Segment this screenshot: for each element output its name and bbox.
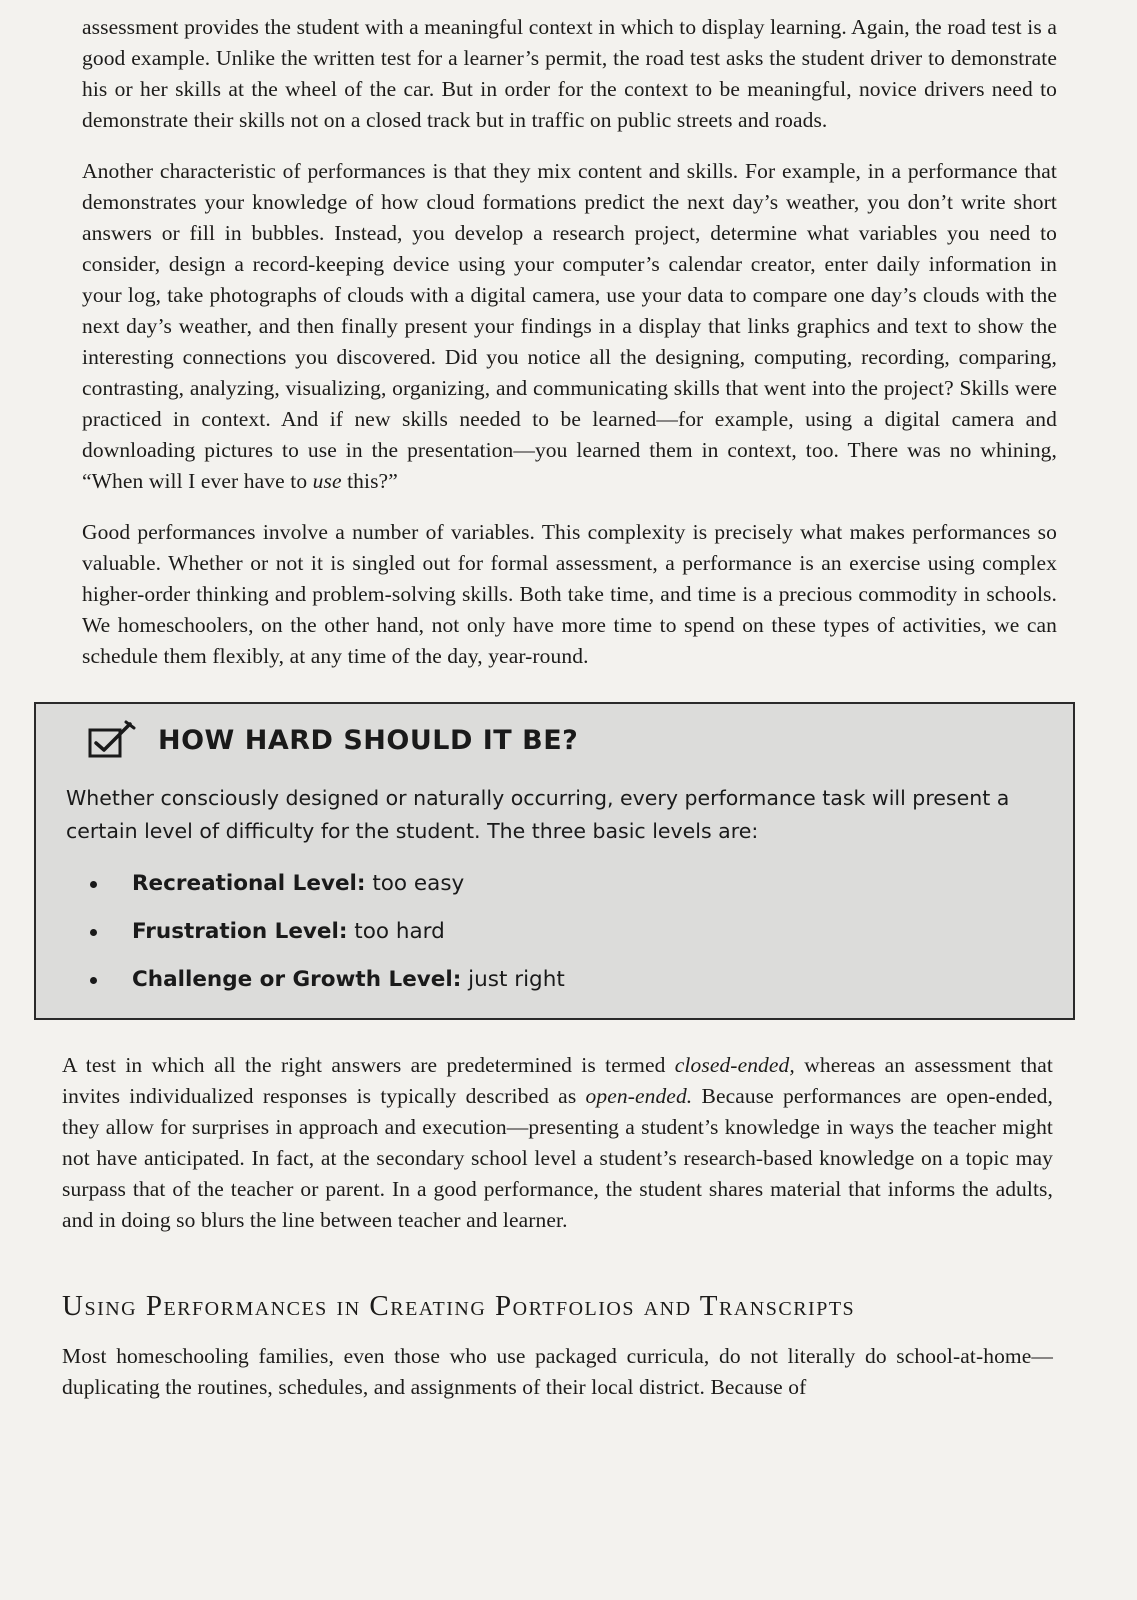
paragraph-4-text-b: whereas an assessment that invites individualized responses is typically described as <box>62 1053 1053 1108</box>
sidebar-header <box>86 718 1049 762</box>
section-heading: Using Performances in Creating Portfolios and Transcripts <box>62 1290 856 1322</box>
body-paragraph-2 <box>82 156 1057 497</box>
paragraph-2-end: this?” <box>341 469 398 493</box>
checkbox-pencil-icon <box>86 718 138 762</box>
body-paragraph-5: Most homeschooling families, even those who use packaged curricula, do not literally do school-at-home—duplicating the routines, schedules, and assignments of their local district. Because of <box>62 1344 1053 1399</box>
level-term: Challenge or Growth Level: <box>132 967 462 992</box>
level-term: Frustration Level: <box>132 919 348 944</box>
list-item <box>66 860 1049 908</box>
list-item <box>66 956 1049 1004</box>
paragraph-4-text-a: A test in which all the right answers are predetermined is termed <box>62 1053 675 1077</box>
body-paragraph-3: Good performances involve a number of variables. This complexity is precisely what makes performances so valuable. Whether or not it is singled out for formal assessment, a performance is an exercise using complex higher-order thinking and problem-solving skills. Both take time, and time is a precious commodity in schools. We homeschoolers, on the other hand, not only have more time to spend on these types of activities, we can schedule them flexibly, at any time of the day, year-round. <box>82 520 1057 668</box>
emphasis-use: use <box>312 469 342 493</box>
body-paragraph-1: assessment provides the student with a meaningful context in which to display learning. Again, the road test is a good example. Unlike the written test for a learner’s permit, the road test asks the student driver to demonstrate his or her skills at the wheel of the car. But in order for the context to be meaningful, novice drivers need to demonstrate their skills not on a closed track but in traffic on public streets and roads. <box>82 15 1057 132</box>
paragraph-4-text-c: Because performances are open-ended, they allow for surprises in approach and execution—presenting a student’s knowledge in ways the teacher might not have anticipated. In fact, at the secondary school level a student’s research-based knowledge on a topic may surpass that of the teacher or parent. In a good performance, the student shares material that informs the adults, and in doing so blurs the line between teacher and learner. <box>62 1084 1053 1232</box>
list-item <box>66 908 1049 956</box>
body-paragraph-4 <box>62 1050 1053 1236</box>
level-term: Recreational Level: <box>132 871 366 896</box>
sidebar-box <box>34 702 1075 1020</box>
difficulty-levels-list <box>66 860 1049 1004</box>
level-description: too easy <box>365 871 465 896</box>
level-description: too hard <box>347 919 445 944</box>
emphasis-open-ended: open-ended. <box>585 1084 693 1108</box>
sidebar-intro: Whether consciously designed or naturally occurring, every performance task will present a certain level of difficulty for the student. The three basic levels are: <box>66 786 1010 843</box>
paragraph-2-text: Another characteristic of performances is that they mix content and skills. For example, in a performance that demonstrates your knowledge of how cloud formations predict the next day’s weather, you don’t write short answers or fill in bubbles. Instead, you develop a research project, determine what variables you need to consider, design a record-keeping device using your computer’s calendar creator, enter daily information in your log, take photographs of clouds with a digital camera, use your data to compare one day’s clouds with the next day’s weather, and then finally present your findings in a display that links graphics and text to show the interesting connections you discovered. Did you notice all the designing, computing, recording, comparing, contrasting, analyzing, visualizing, organizing, and communicating skills that went into the project? Skills were practiced in context. And if new skills needed to be learned—for example, using a digital camera and downloading pictures to use in the presentation—you learned them in context, too. There was no whining, “When will I ever have to <box>82 159 1057 493</box>
sidebar-title: HOW HARD SHOULD IT BE? <box>158 724 579 756</box>
emphasis-closed-ended: closed-ended, <box>674 1053 795 1077</box>
level-description: just right <box>461 967 565 992</box>
